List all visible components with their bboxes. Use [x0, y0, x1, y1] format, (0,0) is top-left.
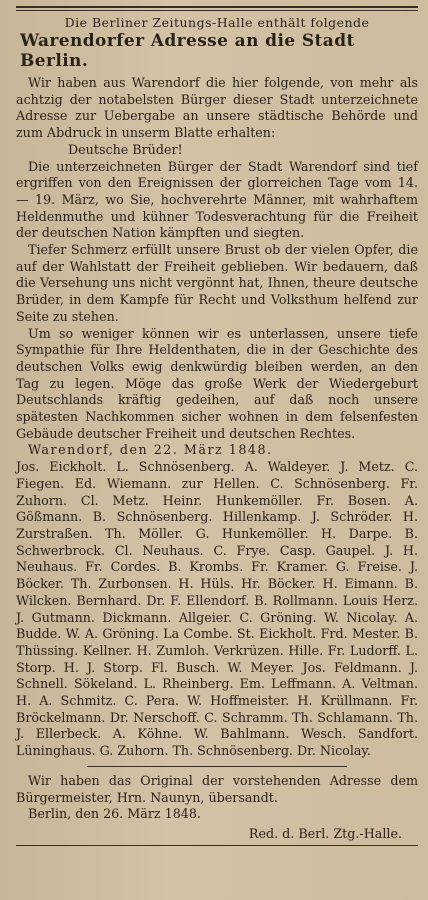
editor-note-date: Berlin, den 26. März 1848.	[28, 806, 201, 822]
body-paragraph-3: Um so weniger können wir es unterlassen, unsere tiefe Sympathie für Ihre Heldenthaten, die in der Geschichte des deutschen Volks ewig denkwürdig bleiben werden, an den Tag zu legen. Möge das große Werk der Wiedergeburt Deutschlands kräftig gedeihen, auf daß noch unsere spätesten Nachkommen sicher wohnen in dem felsenfesten Gebäude deutscher Freiheit und deutschen Rechtes.	[16, 325, 418, 441]
body-paragraph-1: Die unterzeichneten Bürger der Stadt Warendorf sind tief ergriffen von den Ereignissen der glorreichen Tage vom 14. — 19. März, wo Sie, hochverehrte Männer, mit wahrhaftem Heldenmuthe und kühner Todesverachtung für die Freiheit der deutschen Nation kämpften und siegten.	[16, 158, 418, 241]
section-divider	[87, 766, 347, 767]
editor-note: Wir haben das Original der vorstehenden Adresse dem Bürgermeister, Hrn. Naunyn, übersandt.	[16, 772, 418, 805]
editor-signature: Red. d. Berl. Ztg.-Halle.	[248, 825, 402, 841]
bottom-rule	[16, 845, 418, 846]
article-headline: Warendorfer Adresse an die Stadt Berlin.	[20, 31, 355, 71]
preface-paragraph: Wir haben aus Warendorf die hier folgende, von mehr als achtzig der notabelsten Bürger dieser Stadt unterzeichnete Adresse zur Uebergabe an unsere städtische Behörde und zum Abdruck in unserm Blatte erhalten:	[16, 75, 418, 141]
salutation: Deutsche Brüder!	[68, 141, 183, 157]
dateline: Warendorf, den 22. März 1848.	[28, 442, 273, 458]
top-rule	[16, 6, 418, 11]
signatory-list: Jos. Eickholt. L. Schnösenberg. A. Waldeyer. J. Metz. C. Fiegen. Ed. Wiemann. zur Hellen. C. Schnösenberg. Fr. Zuhorn. Cl. Metz. Heinr. Hunkemöller. Fr. Bosen. A. Gößmann. B. Schnösenberg. Hillenkamp. J. Schröder. H. Zurstraßen. Th. Möller. G. Hunkemöller. H. Darpe. B. Schwerbrock. Cl. Neuhaus. C. Frye. Casp. Gaupel. J. H. Neuhaus. Fr. Cordes. B. Krombs. Fr. Kramer. G. Freise. J. Böcker. Th. Zurbonsen. H. Hüls. Hr. Böcker. H. Eimann. B. Wilcken. Bernhard. Dr. F. Ellendorf. B. Rollmann. Louis Herz. J. Gutmann. Dickmann. Allgeier. C. Gröning. W. Nicolay. A. Budde. W. A. Gröning. La Combe. St. Eickholt. Frd. Mester. B. Thüssing. Kellner. H. Zumloh. Verkrüzen. Hille. Fr. Ludorff. L. Storp. H. J. Storp. Fl. Busch. W. Meyer. Jos. Feldmann. J. Schnell. Sökeland. L. Rheinberg. Em. Leffmann. A. Veltman. H. A. Schmitz. C. Pera. W. Hoffmeister. H. Krüllmann. Fr. Bröckelmann. Dr. Nerschoff. C. Schramm. Th. Schlamann. Th. J. Ellerbeck. A. Köhne. W. Bahlmann. Wesch. Sandfort. Lüninghaus. G. Zuhorn. Th. Schnösenberg. Dr. Nicolay.	[16, 459, 418, 759]
body-paragraph-2: Tiefer Schmerz erfüllt unsere Brust ob der vielen Opfer, die auf der Wahlstatt der Freiheit geblieben. Wir bedauern, daß die Versehung uns nicht vergönnt hat, Ihnen, theure deutsche Brüder, in dem Kampfe für Recht und Volksthum helfend zur Seite zu stehen.	[16, 242, 418, 324]
intro-line: Die Berliner Zeitungs-Halle enthält folgende	[64, 15, 370, 30]
